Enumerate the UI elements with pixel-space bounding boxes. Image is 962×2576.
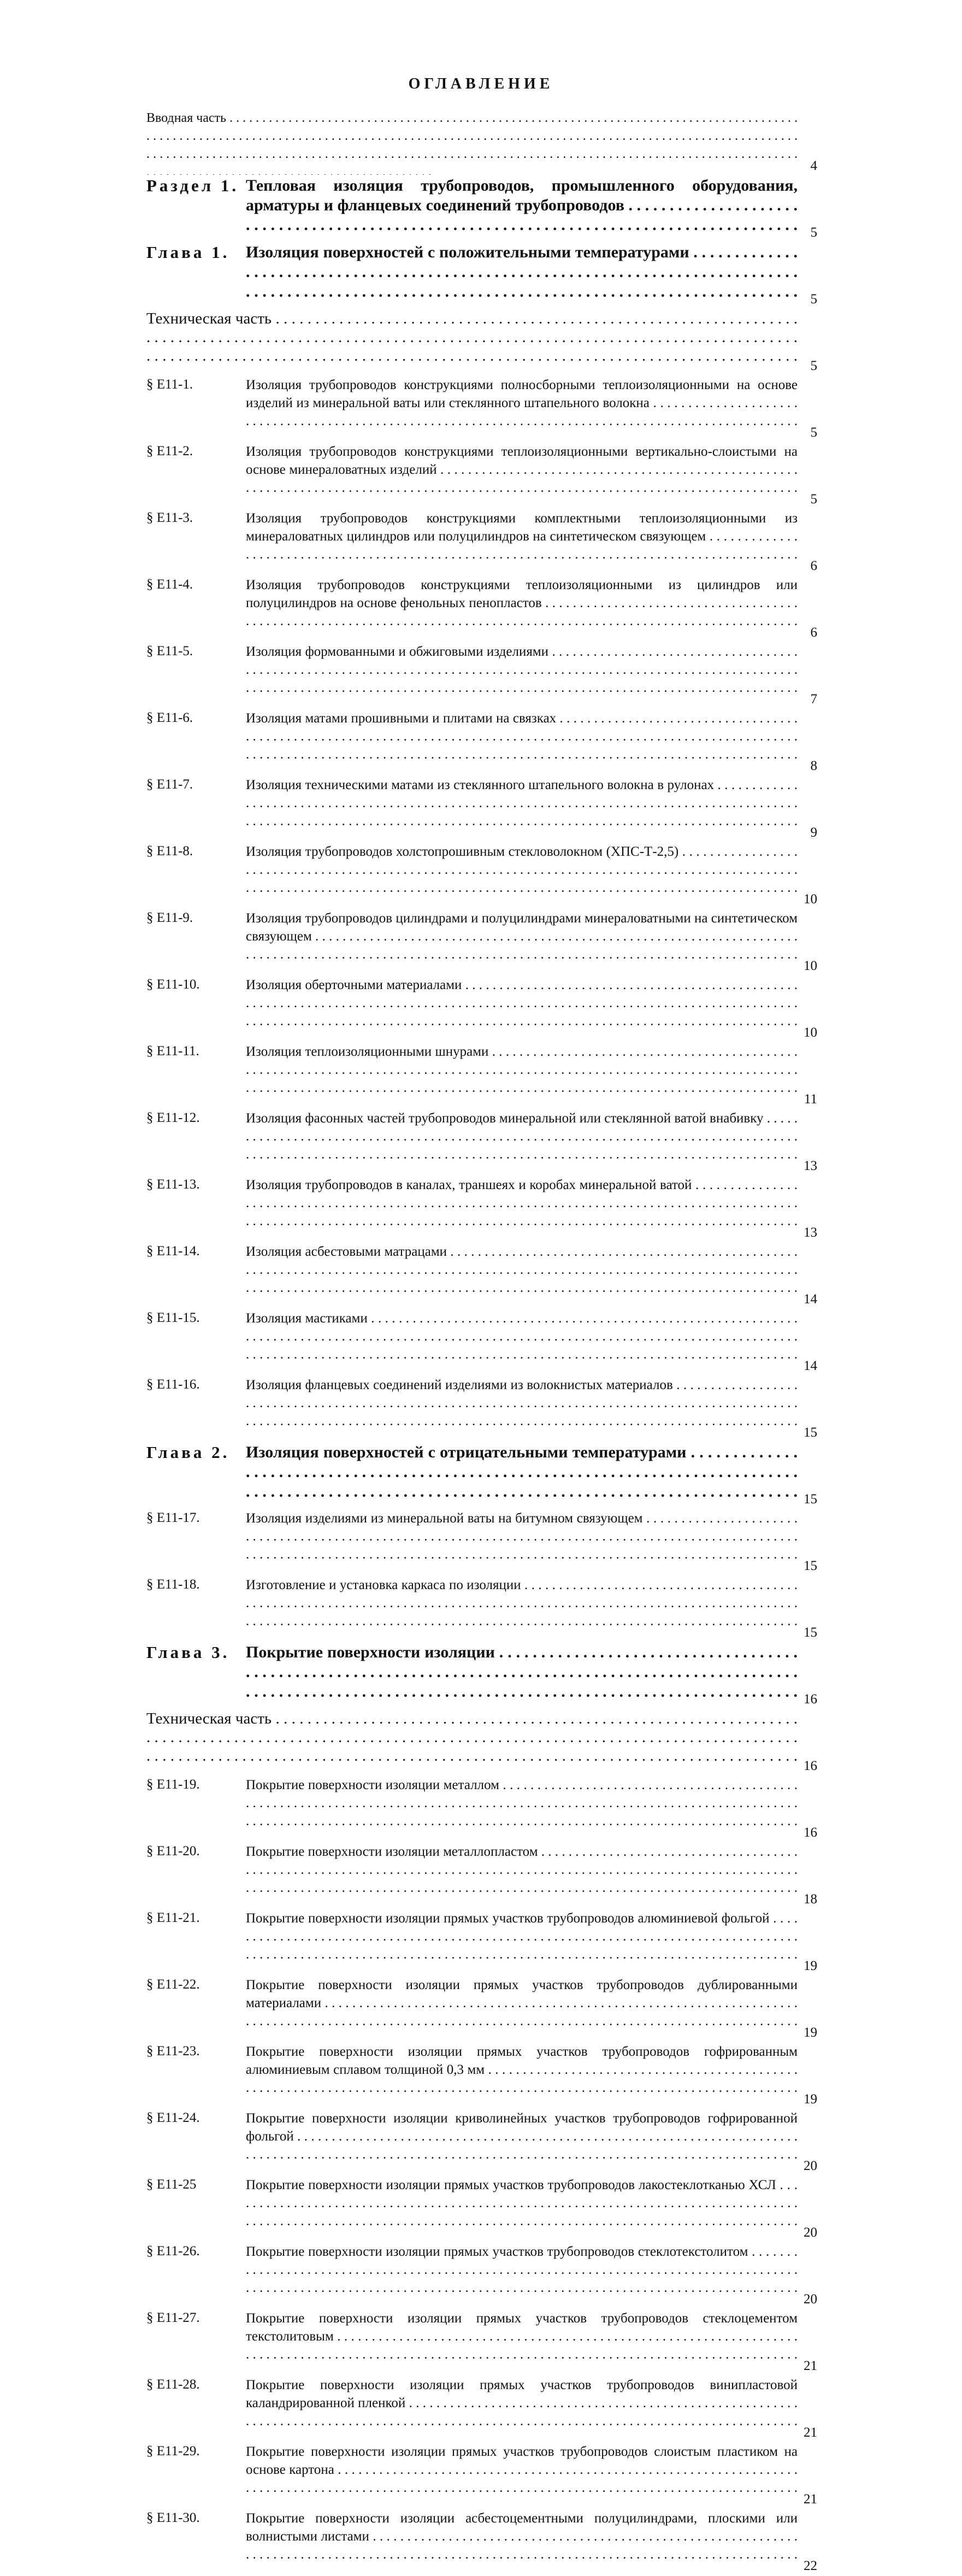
- toc-entry: [146, 776, 817, 842]
- toc-entry-page: 10: [804, 892, 817, 907]
- toc-entry-label: § Е11-29.: [146, 2444, 200, 2459]
- toc-entry-page: 15: [804, 1492, 817, 1507]
- toc-entry-page: 5: [810, 425, 817, 440]
- toc-entry-title: Изоляция трубопроводов конструкциями теплоизоляционными вертикально-слоистыми на основе минераловатных изделий . . .: [246, 443, 798, 508]
- toc-entry: [146, 2376, 817, 2442]
- toc-entry-page: 18: [804, 1892, 817, 1907]
- toc-entry-title: Изоляция теплоизоляционными шнурами . . .: [246, 1043, 798, 1108]
- toc-entry-label: § Е11-26.: [146, 2244, 200, 2259]
- toc-entry: [146, 1909, 817, 1975]
- toc-entry: [146, 109, 817, 175]
- toc-entry: [146, 2509, 817, 2575]
- toc-entry-title: Изоляция трубопроводов в каналах, траншеях и коробах минеральной ватой . . .: [246, 1176, 798, 1242]
- toc-entry-label: § Е11-15.: [146, 1310, 200, 1325]
- toc-entry-title: Изоляция поверхностей с отрицательными температурами . . .: [246, 1443, 798, 1508]
- toc-entry-page: 15: [804, 1425, 817, 1440]
- toc-entry-title: Покрытие поверхности изоляции прямых участков трубопроводов слоистым пластиком на основе картона . . .: [246, 2443, 798, 2508]
- table-of-contents: [146, 109, 817, 2576]
- toc-entry-label: § Е11-20.: [146, 1844, 200, 1859]
- toc-entry-title: Изоляция трубопроводов конструкциями комплектными теплоизоляционными из минераловатных цилиндров или полуцилиндров на синтетическом связующем . . .: [246, 509, 798, 575]
- toc-entry-page: 16: [804, 1758, 817, 1773]
- toc-entry-label: § Е11-4.: [146, 577, 193, 592]
- toc-entry-page: 10: [804, 958, 817, 973]
- toc-entry-label: Глава 3.: [146, 1643, 230, 1662]
- toc-entry-page: 21: [804, 2425, 817, 2440]
- toc-entry-title: Изоляция изделиями из минеральной ваты на битумном связующем . . .: [246, 1509, 798, 1575]
- toc-entry-title: Изоляция трубопроводов конструкциями полносборными теплоизоляционными на основе изделий из минеральной ваты или стеклянного штапельного волокна . . .: [246, 376, 798, 442]
- toc-entry: [146, 243, 817, 308]
- toc-entry-label: § Е11-21.: [146, 1910, 200, 1925]
- toc-entry-title: Изоляция трубопроводов холстопрошивным стекловолокном (ХПС-Т-2,5) . . .: [246, 843, 798, 908]
- toc-entry-label: Раздел 1.: [146, 176, 239, 195]
- toc-entry-title: Изоляция формованными и обжиговыми изделиями . . .: [246, 643, 798, 708]
- toc-entry-label: § Е11-2.: [146, 444, 193, 458]
- toc-entry-title: Изоляция фланцевых соединений изделиями из волокнистых материалов . . .: [246, 1376, 798, 1442]
- toc-entry: [146, 1043, 817, 1108]
- toc-entry-label: § Е11-1.: [146, 377, 193, 392]
- toc-entry-label: § Е11-16.: [146, 1377, 200, 1392]
- toc-entry-page: 8: [810, 758, 817, 773]
- toc-entry: [146, 976, 817, 1042]
- toc-entry: [146, 1443, 817, 1508]
- toc-entry: [146, 1776, 817, 1842]
- toc-entry-title: Изготовление и установка каркаса по изоляции . . .: [246, 1576, 798, 1642]
- toc-entry-label: § Е11-8.: [146, 844, 193, 858]
- toc-entry: [146, 1309, 817, 1375]
- toc-entry-page: 6: [810, 558, 817, 573]
- toc-entry-label: § Е11-14.: [146, 1244, 200, 1258]
- toc-entry-page: 21: [804, 2492, 817, 2507]
- toc-entry-page: 22: [804, 2559, 817, 2573]
- toc-entry-page: 15: [804, 1625, 817, 1640]
- toc-entry: [146, 643, 817, 708]
- toc-entry-page: 19: [804, 2025, 817, 2040]
- toc-entry-label: § Е11-12.: [146, 1110, 200, 1125]
- toc-entry: [146, 376, 817, 442]
- toc-entry: [146, 1843, 817, 1908]
- toc-entry-title: Покрытие поверхности изоляции прямых участков трубопроводов лакостеклотканью ХСЛ . . .: [246, 2176, 798, 2242]
- toc-entry: [146, 1509, 817, 1575]
- toc-entry-label: § Е11-7.: [146, 777, 193, 792]
- toc-entry-page: 21: [804, 2359, 817, 2373]
- toc-entry-title: Изоляция асбестовыми матрацами . . .: [246, 1243, 798, 1308]
- toc-entry-page: 10: [804, 1025, 817, 1040]
- toc-entry: [146, 443, 817, 508]
- toc-entry-title: Изоляция трубопроводов конструкциями теплоизоляционными из цилиндров или полуцилиндров на основе фенольных пенопластов . . .: [246, 576, 798, 642]
- toc-entry: [146, 843, 817, 908]
- toc-entry-label: § Е11-18.: [146, 1577, 200, 1592]
- page-title: ОГЛАВЛЕНИЕ: [408, 75, 554, 92]
- toc-entry-title: Изоляция оберточными материалами . . .: [246, 976, 798, 1042]
- toc-entry-label: § Е11-25: [146, 2177, 197, 2192]
- toc-entry: [146, 1643, 817, 1708]
- toc-entry-title: Покрытие поверхности изоляции металлопластом . . .: [246, 1843, 798, 1908]
- toc-entry-title: Покрытие поверхности изоляции металлом . . .: [246, 1776, 798, 1842]
- toc-entry: [146, 176, 817, 242]
- toc-entry-label: § Е11-22.: [146, 1977, 200, 1992]
- toc-entry-label: § Е11-19.: [146, 1777, 200, 1792]
- toc-entry: [146, 2309, 817, 2375]
- toc-entry-label: § Е11-10.: [146, 977, 200, 992]
- toc-entry-label: Глава 1.: [146, 243, 230, 262]
- toc-entry: [146, 2243, 817, 2308]
- toc-entry-label: § Е11-28.: [146, 2377, 200, 2392]
- toc-entry-title: Покрытие поверхности изоляции прямых участков трубопроводов дублированными материалами . . .: [246, 1976, 798, 2042]
- toc-entry-page: 14: [804, 1292, 817, 1307]
- toc-entry-page: 11: [804, 1092, 817, 1107]
- toc-entry-label: § Е11-13.: [146, 1177, 200, 1192]
- toc-entry-page: 13: [804, 1158, 817, 1173]
- toc-entry-label: § Е11-27.: [146, 2310, 200, 2325]
- toc-entry-title: Покрытие поверхности изоляции прямых участков трубопроводов стеклотекстолитом . . .: [246, 2243, 798, 2308]
- toc-entry-title: Покрытие поверхности изоляции криволинейных участков трубопроводов гофрированной фольгой . . .: [246, 2109, 798, 2175]
- toc-entry-title: Изоляция поверхностей с положительными температурами . . .: [246, 243, 798, 308]
- toc-entry-title: Покрытие поверхности изоляции прямых участков трубопроводов винипластовой каландрированной пленкой . . .: [246, 2376, 798, 2442]
- toc-entry-page: 19: [804, 1959, 817, 1973]
- toc-entry-label: § Е11-23.: [146, 2044, 200, 2059]
- toc-entry-page: 5: [810, 358, 817, 373]
- toc-entry-page: 5: [810, 225, 817, 240]
- toc-entry-page: 19: [804, 2092, 817, 2107]
- toc-entry-page: 16: [804, 1825, 817, 1840]
- toc-entry: [146, 2109, 817, 2175]
- toc-entry-label: § Е11-30.: [146, 2510, 200, 2525]
- toc-entry-title: Тепловая изоляция трубопроводов, промышленного оборудования, арматуры и фланцевых соединений трубопроводов . . .: [246, 176, 798, 242]
- toc-entry-title: Техническая часть . . .: [146, 1709, 798, 1775]
- toc-entry-title: Покрытие поверхности изоляции . . .: [246, 1643, 798, 1708]
- toc-entry: [146, 1243, 817, 1308]
- toc-entry-label: § Е11-17.: [146, 1510, 200, 1525]
- toc-entry: [146, 509, 817, 575]
- toc-entry-title: Изоляция трубопроводов цилиндрами и полуцилиндрами минераловатными на синтетическом связующем . . .: [246, 909, 798, 975]
- toc-entry: [146, 1376, 817, 1442]
- toc-entry-page: 6: [810, 625, 817, 640]
- toc-entry-label: § Е11-11.: [146, 1044, 199, 1058]
- toc-entry-title: Покрытие поверхности изоляции прямых участков трубопроводов гофрированным алюминиевым сплавом толщиной 0,3 мм . . .: [246, 2043, 798, 2108]
- toc-entry: [146, 1109, 817, 1175]
- toc-entry-page: 7: [810, 692, 817, 707]
- toc-entry-page: 4: [810, 158, 817, 173]
- toc-entry: [146, 2176, 817, 2242]
- toc-entry-label: Глава 2.: [146, 1443, 230, 1462]
- toc-entry-page: 13: [804, 1225, 817, 1240]
- toc-entry: [146, 709, 817, 775]
- toc-entry-label: § Е11-24.: [146, 2110, 200, 2125]
- toc-entry: [146, 2443, 817, 2508]
- toc-entry-title: Покрытие поверхности изоляции прямых участков трубопроводов стеклоцементом текстолитовым . . .: [246, 2309, 798, 2375]
- toc-entry-title: Вводная часть . . .: [146, 109, 798, 175]
- toc-entry-title: Изоляция фасонных частей трубопроводов минеральной или стеклянной ватой внабивку . . .: [246, 1109, 798, 1175]
- toc-entry-title: Техническая часть . . .: [146, 309, 798, 375]
- toc-entry-page: 14: [804, 1358, 817, 1373]
- toc-entry-page: 15: [804, 1558, 817, 1573]
- toc-entry-page: 20: [804, 2159, 817, 2173]
- toc-entry: [146, 2043, 817, 2108]
- toc-entry-label: § Е11-6.: [146, 710, 193, 725]
- toc-entry: [146, 1576, 817, 1642]
- toc-entry: [146, 1176, 817, 1242]
- toc-entry-page: 16: [804, 1692, 817, 1707]
- toc-entry-page: 5: [810, 492, 817, 507]
- toc-entry: [146, 909, 817, 975]
- toc-entry: [146, 576, 817, 642]
- toc-entry-page: 20: [804, 2292, 817, 2307]
- toc-entry-title: Изоляция матами прошивными и плитами на связках . . .: [246, 709, 798, 775]
- toc-entry-title: Покрытие поверхности изоляции прямых участков трубопроводов алюминиевой фольгой . . .: [246, 1909, 798, 1975]
- toc-entry-label: § Е11-3.: [146, 510, 193, 525]
- toc-entry: [146, 1976, 817, 2042]
- toc-entry-page: 5: [810, 292, 817, 307]
- toc-entry-title: Изоляция мастиками . . .: [246, 1309, 798, 1375]
- toc-entry-label: § Е11-9.: [146, 910, 193, 925]
- toc-entry: [146, 309, 817, 375]
- toc-entry-title: Покрытие поверхности изоляции асбестоцементными полуцилиндрами, плоскими или волнистыми листами . . .: [246, 2509, 798, 2575]
- toc-entry-title: Изоляция техническими матами из стеклянного штапельного волокна в рулонах . . .: [246, 776, 798, 842]
- toc-entry-page: 20: [804, 2225, 817, 2240]
- toc-entry: [146, 1709, 817, 1775]
- toc-entry-label: § Е11-5.: [146, 644, 193, 658]
- toc-entry-page: 9: [810, 825, 817, 840]
